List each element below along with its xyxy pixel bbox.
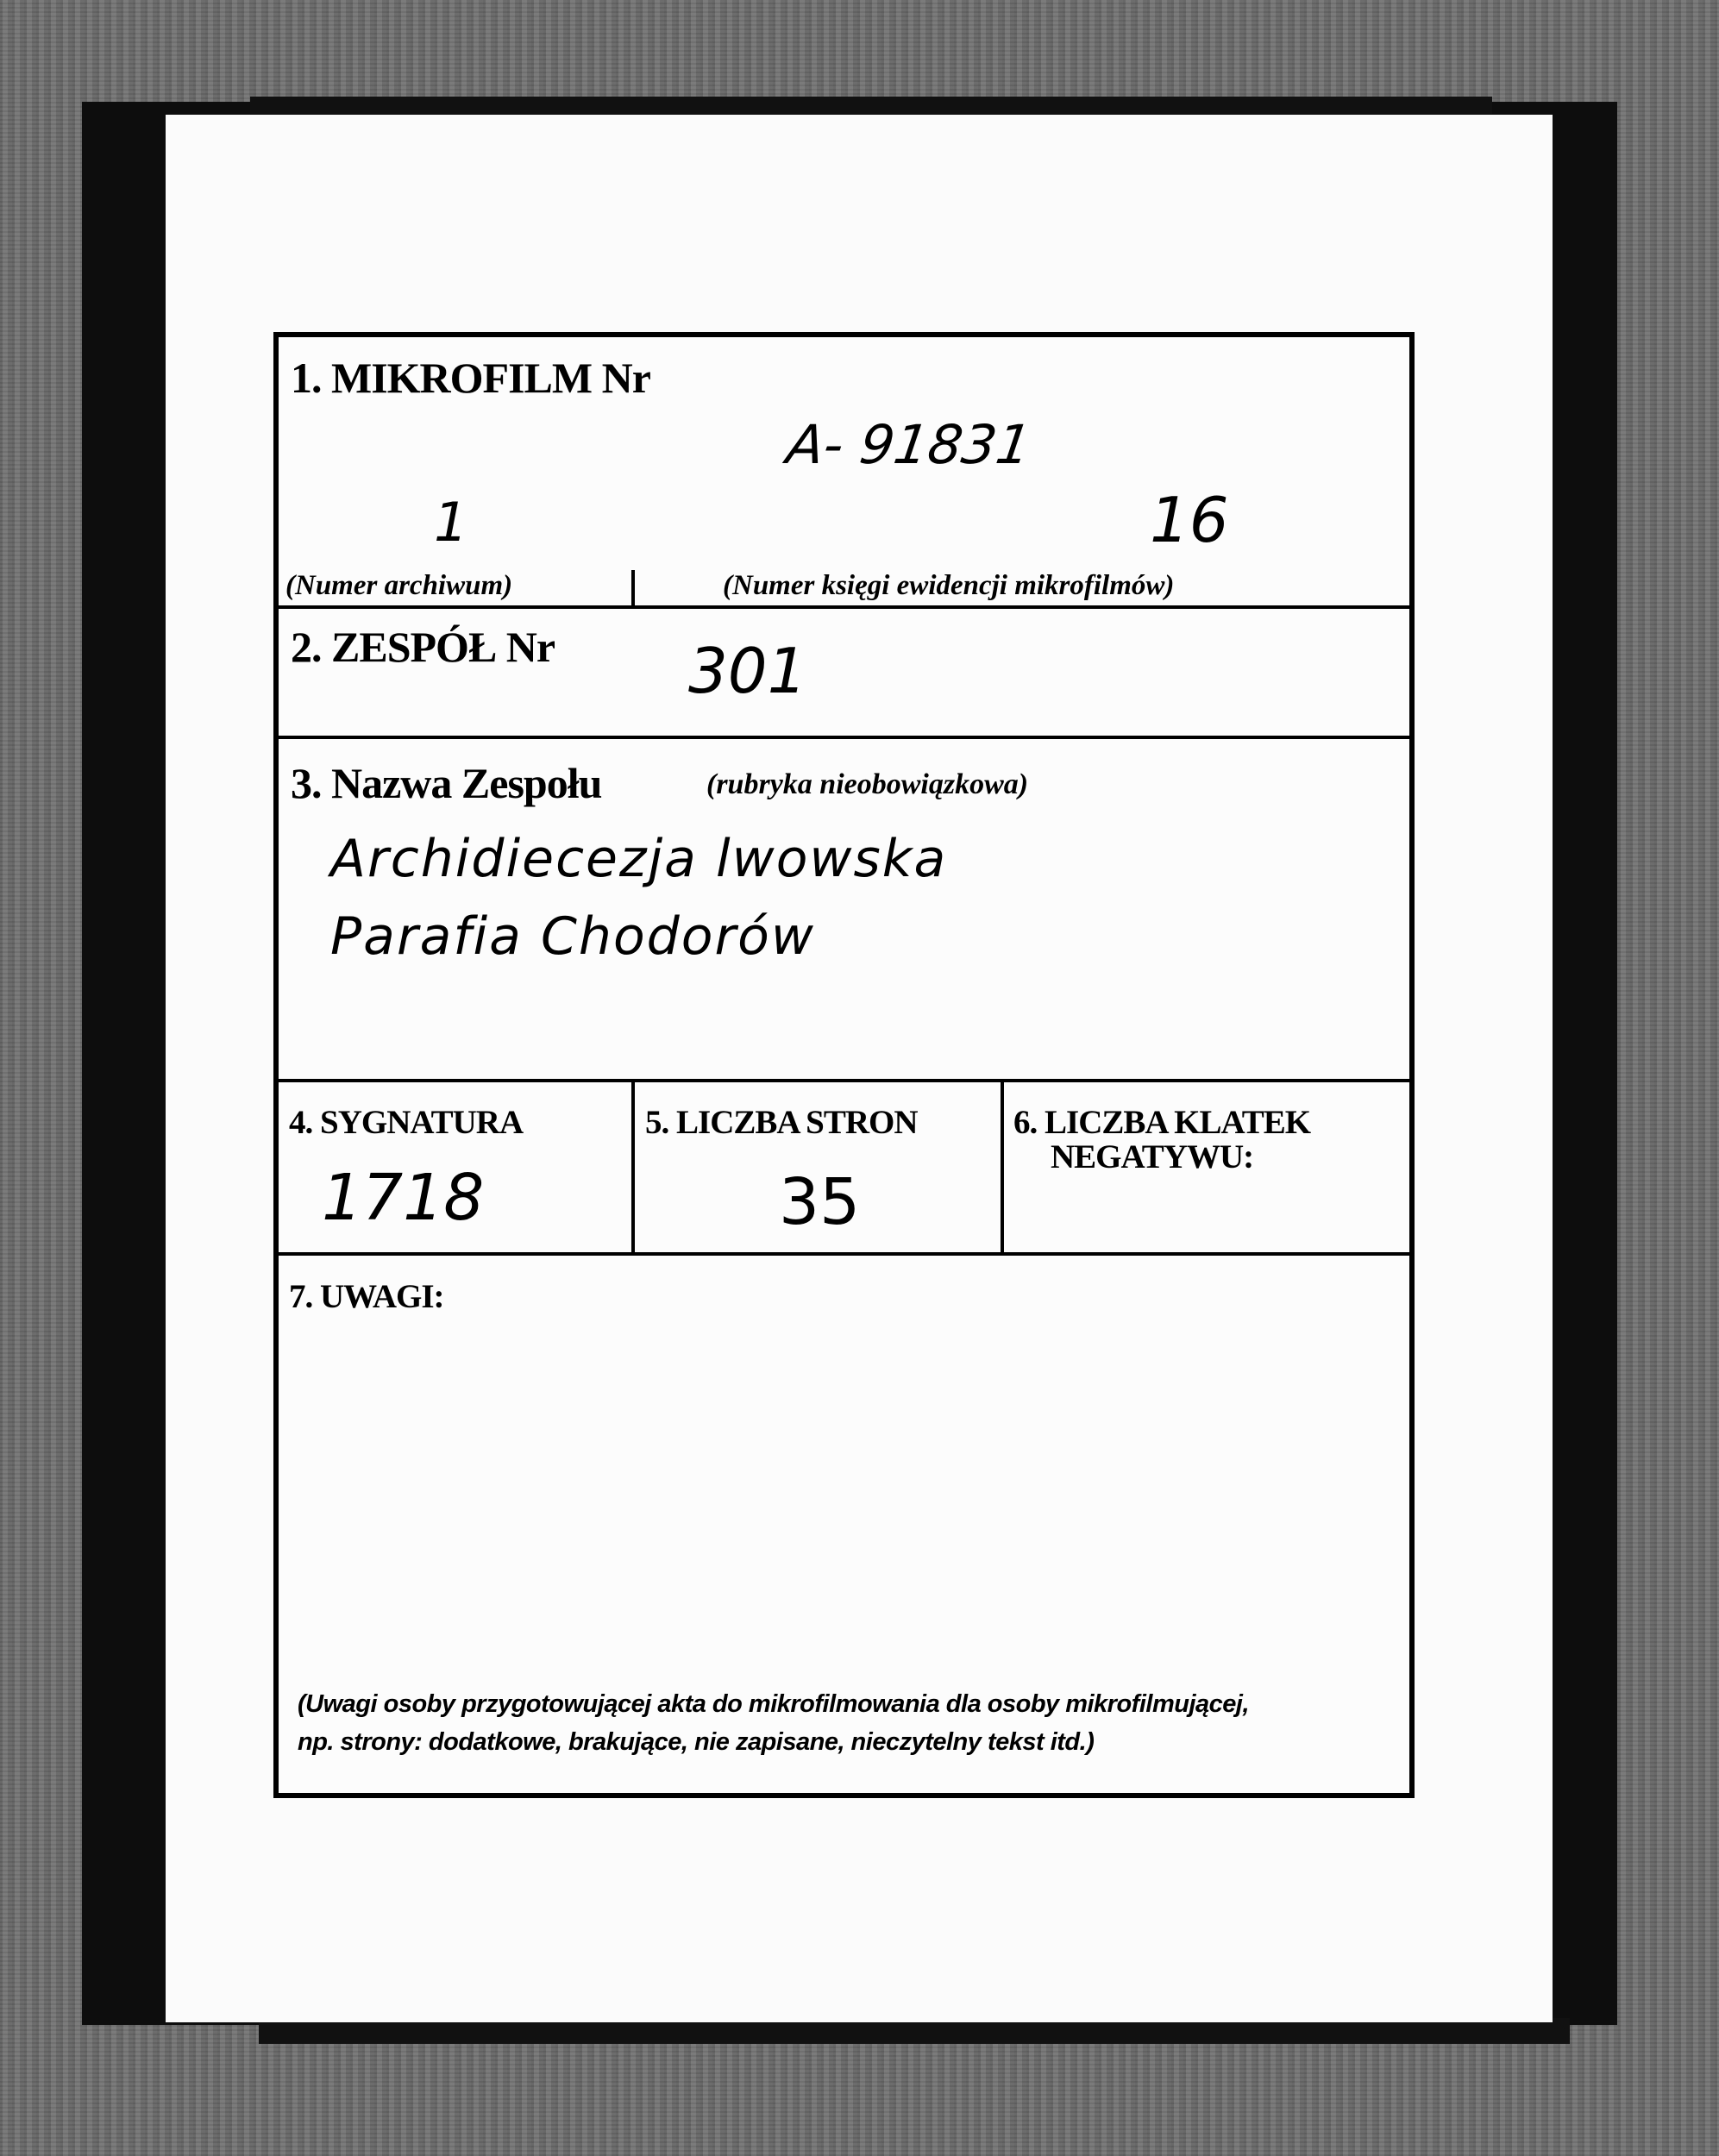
remarks-note-line1: (Uwagi osoby przygotowującej akta do mikrofilmowania dla osoby mikrofilmującej, [298,1690,1250,1718]
section6-label-line2: NEGATYWU: [1051,1138,1254,1175]
remarks-note-line2: np. strony: dodatkowe, brakujące, nie zapisane, nieczytelny tekst itd.) [298,1728,1095,1756]
section1-label: 1. MIKROFILM Nr [291,354,650,402]
fonds-name-line2: Parafia Chodorów [330,906,815,967]
archive-number: 1 [434,491,468,554]
section3-label-note: (rubryka nieobowiązkowa) [706,768,1029,800]
divider-4 [279,1252,1409,1256]
section3-label: 3. Nazwa Zespołu [291,759,602,807]
section7-label: 7. UWAGI: [289,1278,444,1315]
microfilm-form [273,332,1415,1798]
section2-label: 2. ZESPÓŁ Nr [291,623,555,671]
fonds-name-line1: Archidiecezja lwowska [330,829,948,889]
divider-3 [279,1079,1409,1082]
archive-number-caption: (Numer archiwum) [285,570,513,601]
column-divider-1 [631,1079,635,1253]
caption-divider [631,570,635,608]
page-count-value: 35 [779,1165,861,1239]
signature-value: 1718 [322,1161,485,1235]
fonds-number: 301 [688,635,807,707]
register-number: 16 [1150,484,1229,556]
column-divider-2 [1001,1079,1004,1253]
film-frame-shadow-top [250,97,1492,114]
microfilm-number: A- 91831 [782,413,1035,476]
section6-label-line1: 6. LICZBA KLATEK [1013,1104,1311,1141]
section4-label: 4. SYGNATURA [289,1104,524,1141]
register-number-caption: (Numer księgi ewidencji mikrofilmów) [723,570,1175,601]
divider-1 [279,605,1409,609]
section5-label: 5. LICZBA STRON [645,1104,918,1141]
divider-2 [279,736,1409,739]
